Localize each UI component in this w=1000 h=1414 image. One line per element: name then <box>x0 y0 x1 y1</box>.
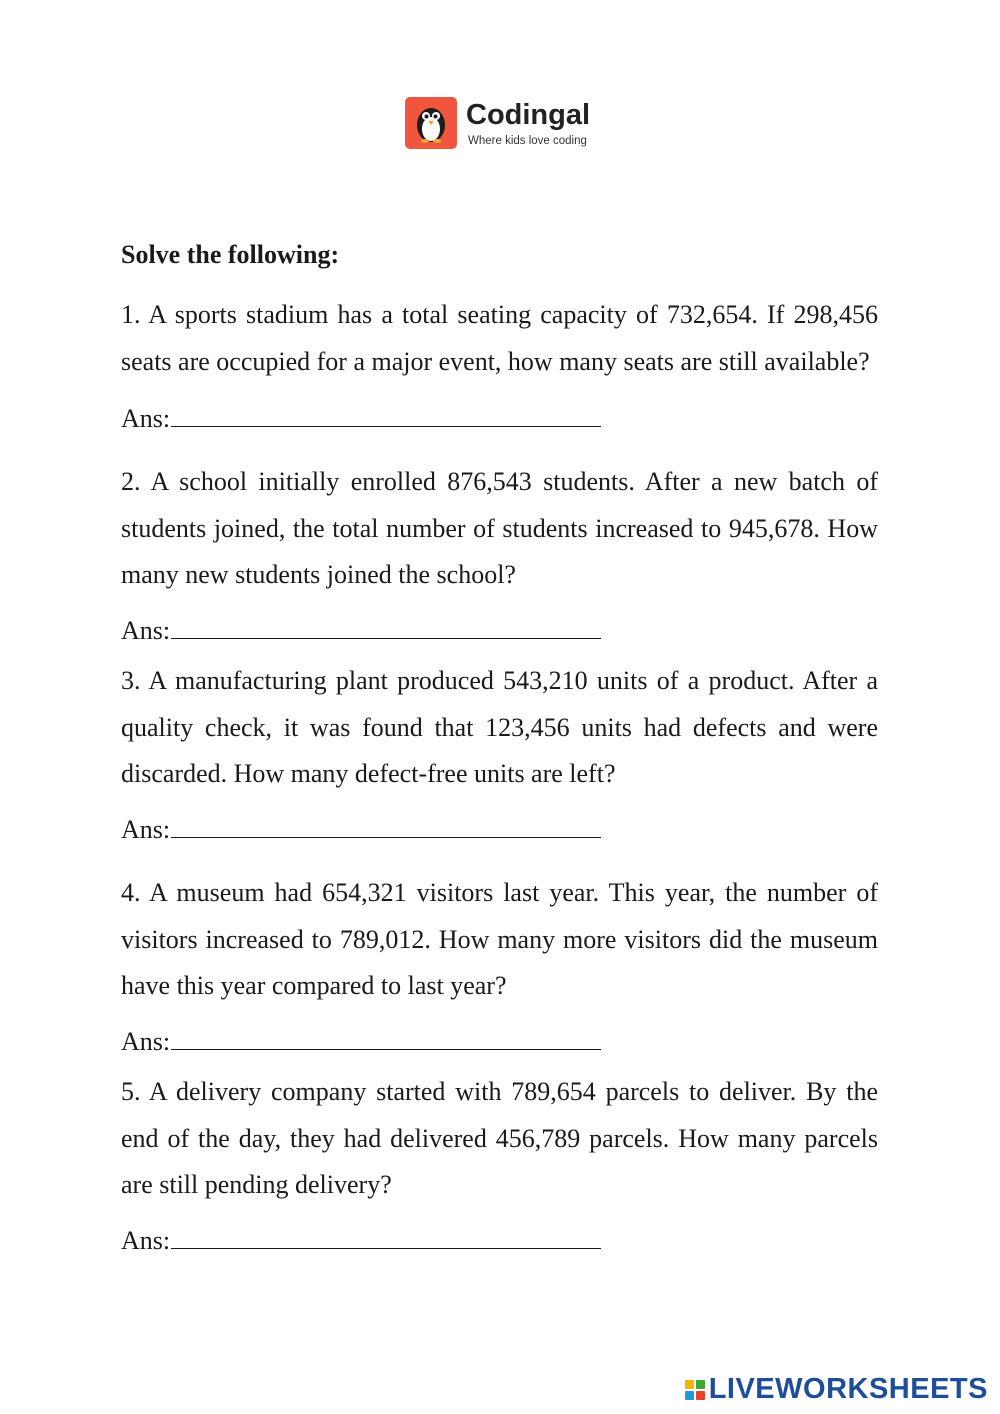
liveworksheets-logo <box>685 1373 988 1406</box>
answer-field-5[interactable] <box>121 1226 601 1256</box>
answer-field-2[interactable] <box>121 616 601 646</box>
answer-line[interactable] <box>171 817 601 838</box>
question-4: 4. A museum had 654,321 visitors last year. This year, the number of visitors increased to 789,012. How many more visitors did the museum have this year compared to last year? <box>121 878 878 1000</box>
worksheet-heading: Solve the following: <box>121 240 340 269</box>
answer-field-1[interactable] <box>121 404 601 434</box>
penguin-icon <box>405 97 457 149</box>
answer-label: Ans: <box>121 404 171 433</box>
question-3: 3. A manufacturing plant produced 543,210 units of a product. After a quality check, it was found that 123,456 units had defects and were discarded. How many defect-free units are left? <box>121 666 878 788</box>
answer-label: Ans: <box>121 1226 171 1255</box>
question-2: 2. A school initially enrolled 876,543 students. After a new batch of students joined, the total number of students increased to 945,678. How many new students joined the school? <box>121 467 878 589</box>
brand-tagline: Where kids love coding <box>468 134 587 147</box>
answer-label: Ans: <box>121 616 171 645</box>
answer-field-3[interactable] <box>121 815 601 845</box>
liveworksheets-brand: LIVEWORKSHEETS <box>708 1373 988 1405</box>
codingal-logo <box>405 97 590 149</box>
question-5: 5. A delivery company started with 789,654 parcels to deliver. By the end of the day, they had delivered 456,789 parcels. How many parcels are still pending delivery? <box>121 1077 878 1199</box>
answer-line[interactable] <box>171 1228 601 1249</box>
answer-label: Ans: <box>121 815 171 844</box>
brand-name: Codingal <box>466 98 591 131</box>
liveworksheets-icon <box>685 1380 705 1400</box>
answer-line[interactable] <box>171 618 601 639</box>
question-1: 1. A sports stadium has a total seating capacity of 732,654. If 298,456 seats are occupied for a major event, how many seats are still available? <box>121 300 878 376</box>
answer-label: Ans: <box>121 1027 171 1056</box>
answer-field-4[interactable] <box>121 1027 601 1057</box>
answer-line[interactable] <box>171 1029 601 1050</box>
answer-line[interactable] <box>171 406 601 427</box>
